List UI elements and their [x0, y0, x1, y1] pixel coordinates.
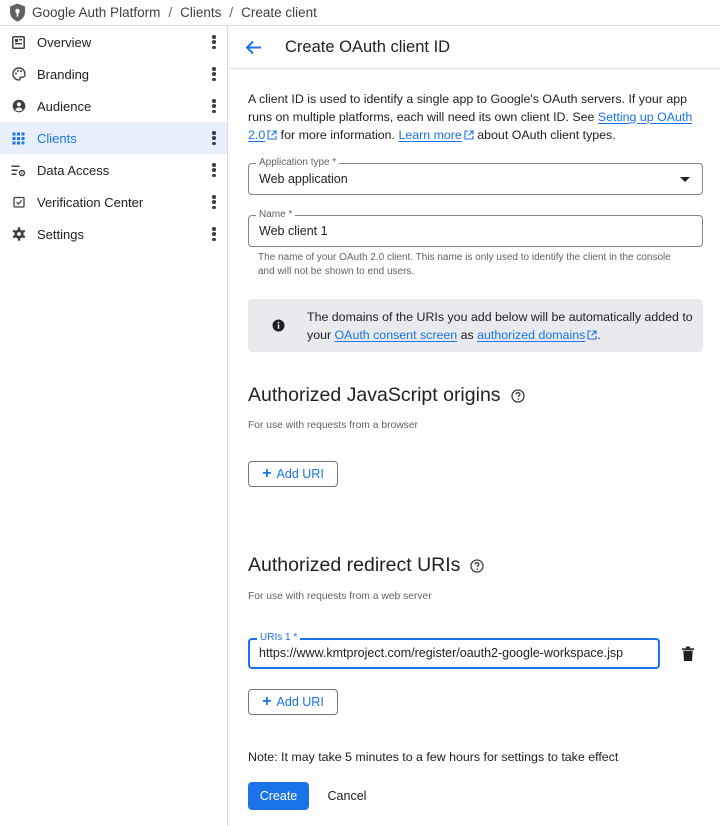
page-header	[229, 26, 720, 69]
external-link-icon	[267, 130, 277, 140]
application-type-select[interactable]	[248, 157, 703, 195]
sidebar-item-clients[interactable]	[0, 122, 227, 154]
palette-icon	[11, 67, 26, 82]
shield-icon	[9, 3, 26, 22]
add-redirect-uri-button[interactable]: + Add URI	[248, 689, 338, 715]
more-vert-icon[interactable]	[212, 67, 216, 81]
oauth-consent-screen-link[interactable]: OAuth consent screen	[334, 328, 458, 342]
main-panel	[229, 26, 720, 826]
name-label: Name *	[256, 209, 295, 221]
person-icon	[11, 99, 26, 114]
help-icon[interactable]	[511, 389, 525, 403]
redirect-uri-label: URIs 1 *	[257, 632, 300, 644]
gear-icon	[11, 227, 26, 242]
sidebar-item-data-access[interactable]	[0, 154, 227, 186]
intro-text: A client ID is used to identify a single app to Google's OAuth servers. If your app runs on multiple platforms, each will need its own client ID. See Setting up OAuth 2.0 for more information. Learn more about OAuth client types.	[248, 92, 693, 142]
sidebar-item-label: Verification Center	[37, 194, 144, 210]
create-button[interactable]: Create	[248, 782, 309, 810]
back-arrow-icon[interactable]	[243, 37, 263, 57]
learn-more-link[interactable]: Learn more	[398, 128, 462, 142]
breadcrumb-item-clients[interactable]: Clients	[180, 5, 222, 20]
sidebar-item-audience[interactable]	[0, 90, 227, 122]
name-field[interactable]	[248, 209, 703, 247]
cancel-button[interactable]: Cancel	[318, 782, 376, 810]
external-link-icon	[587, 330, 597, 340]
breadcrumb-separator: /	[168, 5, 173, 20]
verification-icon	[11, 195, 26, 210]
more-vert-icon[interactable]	[212, 35, 216, 49]
data-access-icon	[11, 163, 26, 178]
add-js-origin-uri-button[interactable]: + Add URI	[248, 461, 338, 487]
settings-delay-note: Note: It may take 5 minutes to a few hours for settings to take effect	[248, 750, 619, 764]
setting-up-oauth-link[interactable]: Setting up OAuth 2.0	[248, 110, 693, 142]
sidebar-item-overview[interactable]	[0, 26, 227, 58]
name-value: Web client 1	[259, 224, 328, 238]
sidebar	[0, 26, 228, 826]
more-vert-icon[interactable]	[212, 99, 216, 113]
sidebar-item-label: Audience	[37, 98, 92, 114]
dropdown-arrow-icon	[680, 177, 690, 182]
more-vert-icon[interactable]	[212, 131, 216, 145]
breadcrumb-item-create-client: Create client	[241, 5, 317, 20]
sidebar-item-verification-center[interactable]	[0, 186, 227, 218]
sidebar-item-label: Settings	[37, 226, 84, 242]
more-vert-icon[interactable]	[212, 227, 216, 241]
help-icon[interactable]	[470, 559, 484, 573]
sidebar-item-label: Clients	[37, 130, 77, 146]
sidebar-item-branding[interactable]	[0, 58, 227, 90]
application-type-value: Web application	[259, 172, 348, 186]
more-vert-icon[interactable]	[212, 195, 216, 209]
plus-icon: +	[262, 465, 272, 482]
breadcrumb	[0, 0, 720, 26]
redirect-uris-heading: Authorized redirect URIs	[248, 554, 484, 577]
redirect-uri-input[interactable]	[248, 632, 660, 669]
sidebar-item-label: Overview	[37, 34, 92, 50]
sidebar-item-settings[interactable]	[0, 218, 227, 250]
info-text: The domains of the URIs you add below will be automatically added to your OAuth consent screen as authorized domains .	[307, 310, 693, 342]
name-hint: The name of your OAuth 2.0 client. This name is only used to identify the client in the console and will not be shown to end users.	[258, 252, 671, 277]
more-vert-icon[interactable]	[212, 163, 216, 177]
plus-icon: +	[262, 693, 272, 710]
external-link-icon	[464, 130, 474, 140]
info-banner	[248, 299, 703, 352]
js-origins-heading: Authorized JavaScript origins	[248, 384, 525, 407]
sidebar-item-label: Branding	[37, 66, 90, 82]
sidebar-item-label: Data Access	[37, 162, 110, 178]
redirect-uris-subtitle: For use with requests from a web server	[248, 591, 432, 602]
js-origins-subtitle: For use with requests from a browser	[248, 420, 418, 431]
page-title: Create OAuth client ID	[285, 37, 451, 56]
authorized-domains-link[interactable]: authorized domains	[477, 328, 586, 342]
breadcrumb-separator: /	[229, 5, 234, 20]
application-type-label: Application type *	[256, 157, 339, 169]
breadcrumb-item-platform[interactable]: Google Auth Platform	[32, 5, 161, 20]
redirect-uri-value: https://www.kmtproject.com/register/oauth2-google-workspace.jsp	[259, 646, 624, 660]
dashboard-icon	[11, 35, 26, 50]
delete-icon[interactable]	[681, 646, 695, 662]
info-icon	[272, 319, 285, 332]
apps-grid-icon	[11, 131, 26, 146]
